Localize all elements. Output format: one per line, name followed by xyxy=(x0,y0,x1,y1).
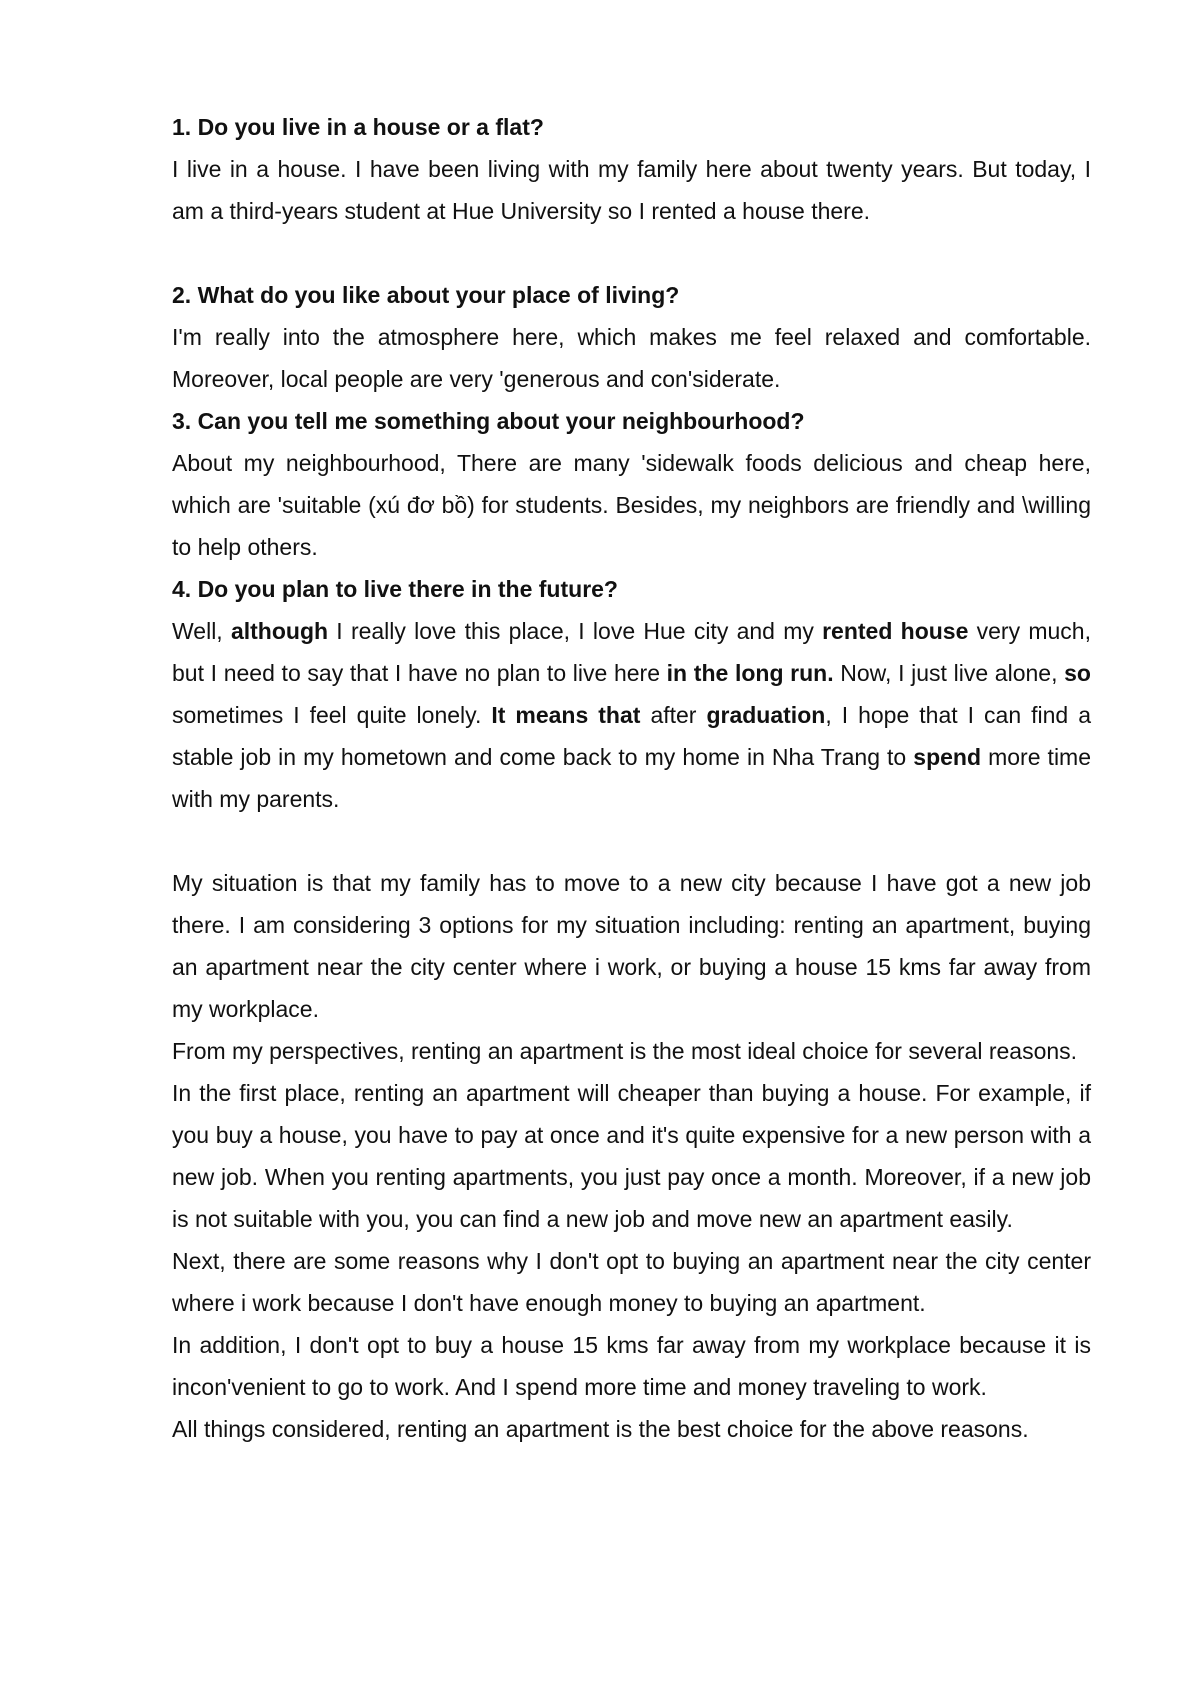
answer-4-text: Now, I just live alone, xyxy=(833,660,1065,686)
answer-4-bold-spend: spend xyxy=(913,744,982,770)
answer-4-bold-long-run: in the long run. xyxy=(666,660,834,686)
answer-2: I'm really into the atmosphere here, which makes me feel relaxed and comfortable. Moreover, local people are very 'generous and con'siderate. xyxy=(172,324,1091,392)
answer-4-bold-rented-house: rented house xyxy=(822,618,969,644)
document-page xyxy=(172,106,1091,1450)
question-1: 1. Do you live in a house or a flat? xyxy=(172,114,544,140)
essay-paragraph-situation: My situation is that my family has to move to a new city because I have got a new job there. I am considering 3 options for my situation including: renting an apartment, buying an apartment near the city center where i work, or buying a house 15 kms far away from my workplace. xyxy=(172,870,1091,1022)
essay-paragraph-next-reason: Next, there are some reasons why I don't opt to buying an apartment near the city center where i work because I don't have enough money to buying an apartment. xyxy=(172,1248,1091,1316)
answer-4-text: very much, but I need to say that I have no plan to live here xyxy=(172,618,1091,686)
answer-3: About my neighbourhood, There are many 'sidewalk foods delicious and cheap here, which are 'suitable (xú đơ bồ) for students. Besides, my neighbors are friendly and \willing to help others. xyxy=(172,450,1091,560)
answer-1: I live in a house. I have been living with my family here about twenty years. But today, I am a third-years student at Hue University so I rented a house there. xyxy=(172,156,1091,224)
question-2: 2. What do you like about your place of living? xyxy=(172,282,680,308)
blank-line xyxy=(172,820,1091,862)
blank-line xyxy=(172,232,1091,274)
essay-paragraph-first-reason: In the first place, renting an apartment will cheaper than buying a house. For example, if you buy a house, you have to pay at once and it's quite expensive for a new person with a new job. When you renting apartments, you just pay once a month. Moreover, if a new job is not suitable with you, you can find a new job and move new an apartment easily. xyxy=(172,1080,1091,1232)
answer-4 xyxy=(172,610,1091,820)
question-4: 4. Do you plan to live there in the future? xyxy=(172,576,618,602)
answer-4-text: more time with my parents. xyxy=(172,744,1091,812)
essay-paragraph-thesis: From my perspectives, renting an apartment is the most ideal choice for several reasons. xyxy=(172,1038,1078,1064)
essay-paragraph-conclusion: All things considered, renting an apartment is the best choice for the above reasons. xyxy=(172,1416,1029,1442)
answer-4-bold-although: although xyxy=(230,618,329,644)
answer-4-text: sometimes I feel quite lonely. xyxy=(172,702,492,728)
answer-4-text: , I hope that I can find a stable job in my hometown and come back to my home in Nha Trang to xyxy=(172,702,1091,770)
answer-4-text: I really love this place, I love Hue city and my xyxy=(328,618,823,644)
question-3: 3. Can you tell me something about your neighbourhood? xyxy=(172,408,805,434)
essay-paragraph-addition: In addition, I don't opt to buy a house 15 kms far away from my workplace because it is incon'venient to go to work. And I spend more time and money traveling to work. xyxy=(172,1332,1091,1400)
answer-4-bold-so: so xyxy=(1064,660,1091,686)
answer-4-text: after xyxy=(640,702,707,728)
answer-4-bold-graduation: graduation xyxy=(706,702,826,728)
answer-4-text: Well, xyxy=(172,618,231,644)
answer-4-bold-it-means-that: It means that xyxy=(491,702,641,728)
